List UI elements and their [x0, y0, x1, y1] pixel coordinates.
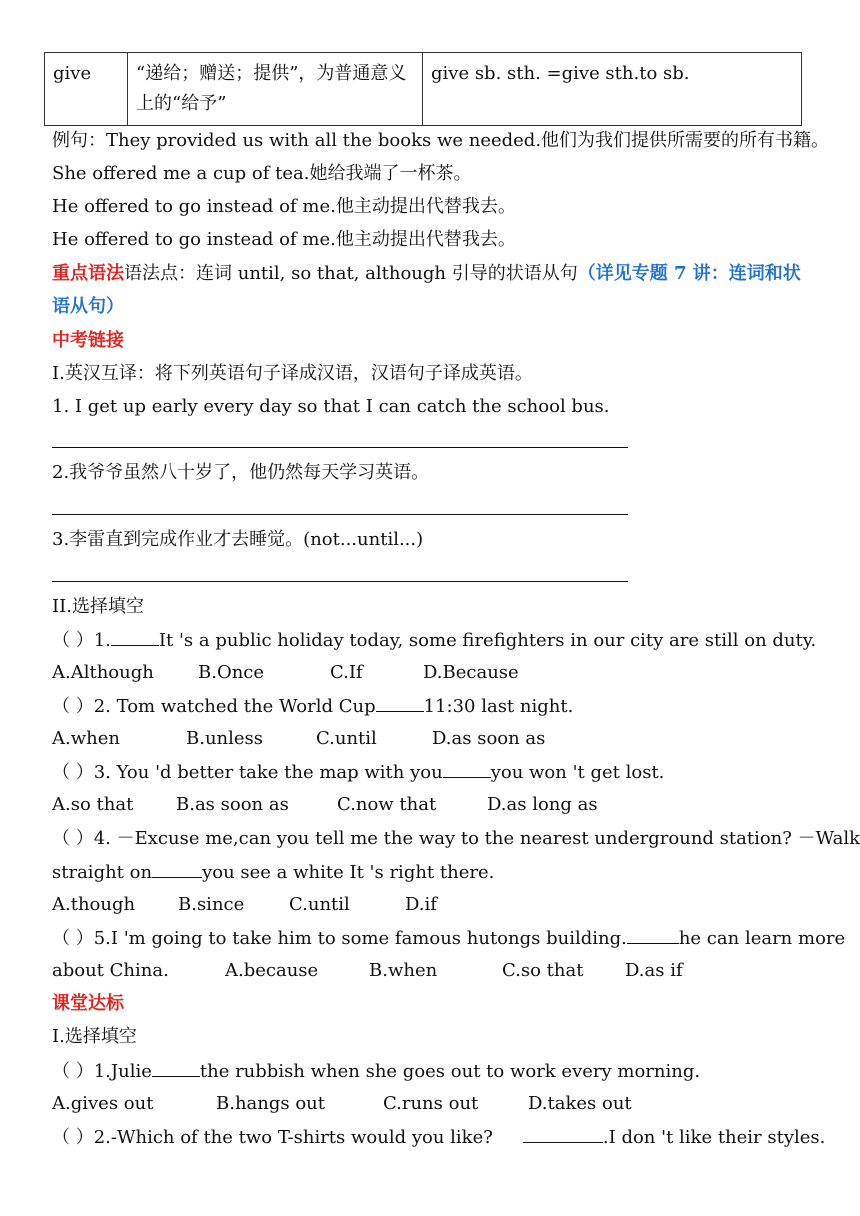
question-stem: about China. — [52, 960, 169, 981]
option-d: D.as if — [625, 960, 683, 981]
question-stem: straight on — [52, 862, 153, 883]
option-b: B.unless — [186, 728, 264, 749]
option-b: B.since — [178, 894, 245, 915]
option-c: C.runs out — [383, 1093, 479, 1114]
question-stem: .I don 't like their styles. — [602, 1127, 826, 1148]
question-4-cont — [52, 855, 810, 889]
answer-blank[interactable] — [443, 755, 491, 778]
question-stem: It 's a public holiday today, some firefighters in our city are still on duty. — [158, 630, 817, 651]
grammar-label: 重点语法 — [52, 263, 124, 284]
practice-question-2 — [52, 1120, 826, 1154]
question-stem: （ ）1. — [52, 630, 111, 651]
answer-blank[interactable] — [376, 689, 424, 712]
question-stem: （ ）2.-Which of the two T-shirts would you like? — [52, 1127, 493, 1148]
answer-line-3[interactable] — [52, 581, 628, 582]
option-c: C.now that — [337, 794, 437, 815]
option-c: C.until — [316, 728, 377, 749]
vocab-table — [44, 52, 802, 126]
option-b: B.hangs out — [216, 1093, 326, 1114]
option-c: C.until — [289, 894, 350, 915]
question-5 — [52, 921, 846, 955]
question-2-options — [52, 722, 810, 755]
option-a: A.gives out — [52, 1093, 154, 1114]
question-stem: the rubbish when she goes out to work every morning. — [199, 1061, 701, 1082]
question-3 — [52, 755, 810, 789]
answer-line-1[interactable] — [52, 447, 628, 448]
answer-blank[interactable] — [152, 855, 202, 878]
option-a: A.though — [52, 894, 136, 915]
section-heading-classroom: 课堂达标 — [52, 993, 124, 1014]
question-2 — [52, 689, 810, 723]
grammar-note: （详见专题 7 讲：连词和状语从句） — [52, 263, 801, 317]
part3-heading: I.选择填空 — [52, 1026, 137, 1047]
option-d: D.as soon as — [432, 728, 546, 749]
option-c: C.If — [330, 662, 363, 683]
question-1-options — [52, 656, 810, 689]
question-stem: （ ）3. You 'd better take the map with you — [52, 762, 443, 783]
option-a: A.when — [52, 728, 120, 749]
translate-q3: 3.李雷直到完成作业才去睡觉。(not...until...) — [52, 529, 424, 550]
question-4-options — [52, 888, 810, 921]
example-line-3: He offered to go instead of me.他主动提出代替我去。 — [52, 196, 516, 217]
grammar-point — [52, 257, 810, 323]
option-c: C.so that — [502, 960, 584, 981]
translate-q2: 2.我爷爷虽然八十岁了，他仍然每天学习英语。 — [52, 462, 430, 483]
vocab-usage-cell: give sb. sth. =give sth.to sb. — [423, 53, 802, 126]
question-stem: you won 't get lost. — [490, 762, 665, 783]
vocab-word-cell: give — [45, 53, 128, 126]
vocab-meaning-cell: “递给；赠送；提供”，为普通意义上的“给予” — [128, 53, 423, 126]
question-4: （ ）4. －Excuse me,can you tell me the way to the nearest underground station? －Walk — [52, 828, 860, 849]
option-d: D.as long as — [487, 794, 598, 815]
answer-blank[interactable] — [627, 921, 679, 944]
section-heading-zhongkao: 中考链接 — [52, 330, 124, 351]
option-d: D.takes out — [528, 1093, 632, 1114]
option-b: B.Once — [198, 662, 265, 683]
question-stem: 11:30 last night. — [423, 696, 574, 717]
part2-heading: II.选择填空 — [52, 596, 144, 617]
example-line-4: He offered to go instead of me.他主动提出代替我去。 — [52, 229, 516, 250]
practice-question-1 — [52, 1054, 810, 1088]
translate-q1: 1. I get up early every day so that I can catch the school bus. — [52, 396, 610, 417]
question-1 — [52, 623, 817, 657]
question-stem: （ ）2. Tom watched the World Cup — [52, 696, 376, 717]
answer-blank[interactable] — [111, 623, 159, 646]
example-line-2: She offered me a cup of tea.她给我端了一杯茶。 — [52, 163, 472, 184]
answer-blank[interactable] — [152, 1054, 200, 1077]
table-row — [45, 53, 802, 126]
question-stem: （ ）5.I 'm going to take him to some famous hutongs building. — [52, 928, 627, 949]
answer-blank[interactable] — [523, 1120, 603, 1143]
option-a: A.so that — [52, 794, 134, 815]
option-a: A.Although — [52, 662, 154, 683]
option-a: A.because — [225, 960, 319, 981]
answer-line-2[interactable] — [52, 514, 628, 515]
question-stem: he can learn more — [678, 928, 846, 949]
question-stem: you see a white It 's right there. — [202, 862, 495, 883]
part1-heading: I.英汉互译：将下列英语句子译成汉语，汉语句子译成英语。 — [52, 363, 533, 384]
question-3-options — [52, 788, 810, 821]
option-d: D.Because — [423, 662, 519, 683]
grammar-text: 语法点：连词 until, so that, although 引导的状语从句 — [124, 263, 578, 284]
option-b: B.as soon as — [176, 794, 289, 815]
practice-question-1-options — [52, 1087, 810, 1120]
example-line-1: 例句：They provided us with all the books we needed.他们为我们提供所需要的所有书籍。 — [52, 130, 830, 151]
question-stem: （ ）1.Julie — [52, 1061, 152, 1082]
question-5-cont — [52, 954, 810, 987]
option-d: D.if — [405, 894, 437, 915]
option-b: B.when — [369, 960, 438, 981]
